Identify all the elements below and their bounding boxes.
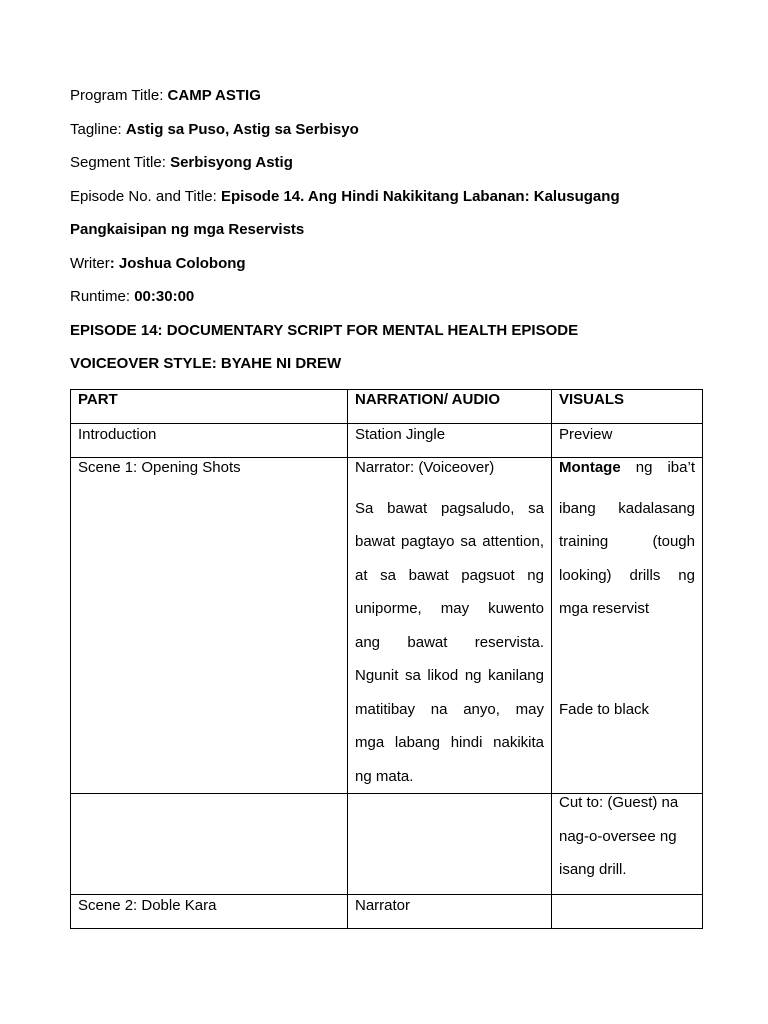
runtime-label: Runtime: (70, 288, 135, 305)
script-metadata (70, 86, 710, 388)
part-text: Scene 2: Doble Kara (78, 897, 217, 914)
visuals-line: ibang kadalasang (559, 499, 695, 517)
table-row (71, 895, 703, 929)
segment-title: Serbisyong Astig (170, 154, 293, 171)
cell-part (71, 794, 348, 895)
segment-line (70, 153, 710, 187)
tagline-label: Tagline: (70, 120, 126, 138)
part-text: Introduction (78, 426, 157, 443)
writer-label: Writer (70, 254, 110, 272)
audio-text: Narrator (355, 897, 411, 914)
visuals-line: isang drill. (559, 861, 627, 878)
audio-line: Ngunit sa likod ng kanilang (355, 667, 544, 684)
visuals-text (559, 895, 695, 897)
cell-audio (348, 424, 552, 458)
cell-visuals (552, 895, 703, 929)
program-title-label: Program Title: (70, 87, 168, 104)
cell-visuals (552, 424, 703, 458)
writer-line (70, 254, 710, 288)
header-visuals (552, 390, 703, 424)
cell-audio (348, 794, 552, 895)
writer-name: : Joshua Colobong (109, 254, 246, 272)
program-title-line (70, 86, 710, 120)
script-table (70, 389, 703, 929)
audio-line: ang bawat reservista. (355, 633, 544, 651)
audio-line: Sa bawat pagsaludo, sa (355, 499, 544, 517)
visuals-line: nag-o-oversee ng (559, 827, 677, 845)
visuals-line: Fade to black (559, 700, 650, 718)
visuals-text: ng iba’t (620, 459, 695, 476)
audio-speaker: Narrator: (Voiceover) (355, 459, 495, 476)
runtime-value: 00:30:00 (134, 288, 195, 305)
cell-audio (348, 458, 552, 794)
cell-visuals (552, 458, 703, 794)
header-audio (348, 390, 552, 424)
episode-line (70, 187, 710, 221)
audio-text: Station Jingle (355, 426, 446, 443)
episode-title-part2: Pangkaisipan ng mga Reservists (70, 221, 305, 238)
header-visuals-label: VISUALS (559, 391, 625, 408)
table-row (71, 794, 703, 895)
header-part (71, 390, 348, 424)
visuals-line: Cut to: (Guest) na (559, 794, 679, 811)
visuals-line: training (tough (559, 533, 695, 550)
audio-line: matitibay na anyo, may (355, 700, 544, 718)
montage-label: Montage (559, 459, 621, 476)
audio-line: ng mata. (355, 767, 414, 785)
header-audio-label: NARRATION/ AUDIO (355, 391, 500, 408)
cell-part (71, 424, 348, 458)
table-row (71, 424, 703, 458)
part-text: Scene 1: Opening Shots (78, 459, 241, 476)
tagline-line (70, 120, 710, 154)
table-header-row (71, 390, 703, 424)
audio-line: bawat pagtayo sa attention, (355, 533, 544, 550)
tagline: Astig sa Puso, Astig sa Serbisyo (125, 120, 359, 138)
episode-title-part1: Episode 14. Ang Hindi Nakikitang Labanan: Kalusugang (220, 187, 620, 205)
cell-part (71, 458, 348, 794)
spacer (559, 659, 695, 693)
visuals-line (559, 458, 695, 492)
table-row (71, 458, 703, 794)
visuals-line: mga reservist (559, 600, 650, 617)
audio-line: uniporme, may kuwento (355, 600, 544, 617)
cell-visuals (552, 794, 703, 895)
audio-line: mga labang hindi nakikita (355, 734, 544, 751)
episode-heading: EPISODE 14: DOCUMENTARY SCRIPT FOR MENTAL HEALTH EPISODE (70, 321, 579, 339)
spacer (559, 626, 695, 660)
voiceover-style-heading: VOICEOVER STYLE: BYAHE NI DREW (70, 355, 342, 372)
episode-label: Episode No. and Title: (70, 187, 221, 205)
header-part-label: PART (78, 391, 118, 408)
runtime-line (70, 287, 710, 321)
cell-part (71, 895, 348, 929)
audio-line: at sa bawat pagsuot ng (355, 566, 544, 584)
segment-label: Segment Title: (70, 154, 171, 171)
visuals-text: Preview (559, 426, 613, 443)
cell-audio (348, 895, 552, 929)
program-title: CAMP ASTIG (167, 87, 261, 104)
visuals-line: looking) drills ng (559, 566, 695, 584)
